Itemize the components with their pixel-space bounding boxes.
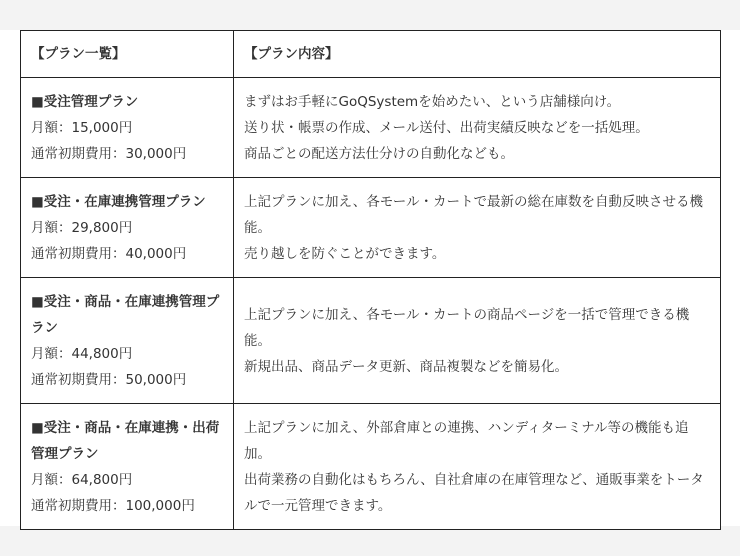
plan-content-header: 【プラン内容】 xyxy=(234,31,721,78)
initial-fee: 通常初期費用：100,000円 xyxy=(31,497,195,514)
description-line: 新規出品、商品データ更新、商品複製などを簡易化。 xyxy=(244,358,568,375)
plan-table xyxy=(20,30,721,530)
description-line: まずはお手軽にGoQSystemを始めたい、という店舗様向け。 xyxy=(244,93,621,110)
initial-fee: 通常初期費用：30,000円 xyxy=(31,145,187,162)
description-line: 出荷業務の自動化はもちろん、自社倉庫の在庫管理など、通販事業をトータルで一元管理できます。 xyxy=(244,471,704,514)
initial-fee: 通常初期費用：50,000円 xyxy=(31,371,187,388)
description-line: 商品ごとの配送方法仕分けの自動化なども。 xyxy=(244,145,514,162)
table-header-row xyxy=(21,31,721,78)
description-line: 上記プランに加え、外部倉庫との連携、ハンディターミナル等の機能も追加。 xyxy=(244,419,689,462)
plan-cell xyxy=(21,404,234,530)
initial-fee: 通常初期費用：40,000円 xyxy=(31,245,187,262)
plan-cell xyxy=(21,278,234,404)
monthly-fee: 月額：29,800円 xyxy=(31,219,133,236)
plan-name: ■受注・商品・在庫連携管理プラン xyxy=(31,293,220,336)
plan-list-header: 【プラン一覧】 xyxy=(21,31,234,78)
description-cell xyxy=(234,278,721,404)
plan-name: ■受注管理プラン xyxy=(31,93,139,110)
monthly-fee: 月額：15,000円 xyxy=(31,119,133,136)
description-cell xyxy=(234,404,721,530)
description-line: 売り越しを防ぐことができます。 xyxy=(244,245,446,262)
table-row xyxy=(21,278,721,404)
description-line: 送り状・帳票の作成、メール送付、出荷実績反映などを一括処理。 xyxy=(244,119,649,136)
monthly-fee: 月額：44,800円 xyxy=(31,345,133,362)
plan-cell xyxy=(21,78,234,178)
bottom-background-band xyxy=(0,526,740,556)
plan-cell xyxy=(21,178,234,278)
plan-name: ■受注・在庫連携管理プラン xyxy=(31,193,206,210)
plan-name: ■受注・商品・在庫連携・出荷管理プラン xyxy=(31,419,220,462)
description-cell xyxy=(234,78,721,178)
description-cell xyxy=(234,178,721,278)
description-line: 上記プランに加え、各モール・カートで最新の総在庫数を自動反映させる機能。 xyxy=(244,193,703,236)
table-row xyxy=(21,404,721,530)
table-row xyxy=(21,178,721,278)
top-background-band xyxy=(0,0,740,30)
description-line: 上記プランに加え、各モール・カートの商品ページを一括で管理できる機能。 xyxy=(244,306,690,349)
monthly-fee: 月額：64,800円 xyxy=(31,471,133,488)
table-row xyxy=(21,78,721,178)
